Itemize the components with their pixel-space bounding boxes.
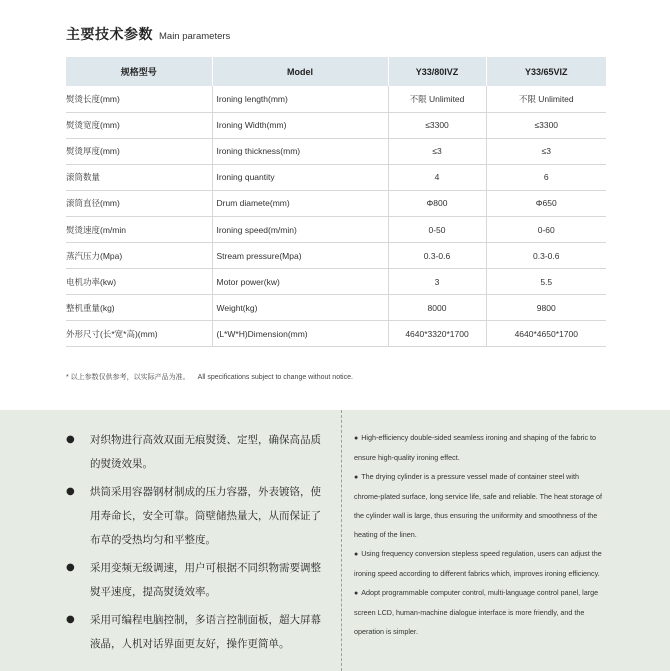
cell-value-y33-80: 4640*3320*1700	[388, 321, 486, 347]
feature-en-item	[354, 544, 606, 583]
cell-spec-cn: 滚筒直径(mm)	[66, 190, 212, 216]
feature-en-text: Using frequency conversion stepless speed regulation, users can adjust the ironing speed according to different fabrics which, improves ironing efficiency.	[354, 549, 602, 578]
feature-en-item	[354, 467, 606, 544]
panel-divider	[341, 410, 342, 671]
cell-spec-en: Ironing speed(m/min)	[212, 216, 388, 242]
header-y33-65: Y33/65VIZ	[486, 57, 606, 86]
bullet-icon: ●	[354, 474, 359, 481]
cell-spec-cn: 熨烫长度(mm)	[66, 86, 212, 112]
cell-value-y33-80: 3	[388, 269, 486, 295]
table-row	[66, 243, 606, 269]
cell-value-y33-65: 9800	[486, 295, 606, 321]
cell-spec-en: Weight(kg)	[212, 295, 388, 321]
bullet-icon: ●	[354, 435, 359, 442]
bullet-icon: ●	[66, 614, 75, 625]
bullet-icon: ●	[66, 562, 75, 573]
parameters-table	[66, 57, 606, 347]
cell-spec-cn: 蒸汽压力(Mpa)	[66, 243, 212, 269]
cell-spec-en: Ironing quantity	[212, 164, 388, 190]
header-spec: 规格型号	[66, 57, 212, 86]
bullet-icon: ●	[66, 486, 75, 497]
features-cn-list	[66, 428, 328, 660]
cell-value-y33-80: ≤3	[388, 138, 486, 164]
feature-cn-item	[66, 428, 328, 476]
table-row	[66, 321, 606, 347]
section-heading	[66, 24, 230, 44]
feature-cn-item	[66, 480, 328, 552]
cell-spec-cn: 熨烫速度(m/min	[66, 216, 212, 242]
cell-spec-cn: 电机功率(kw)	[66, 269, 212, 295]
cell-value-y33-80: 8000	[388, 295, 486, 321]
cell-spec-en: Stream pressure(Mpa)	[212, 243, 388, 269]
table-row	[66, 269, 606, 295]
table-row	[66, 216, 606, 242]
cell-spec-en: Ironing Width(mm)	[212, 112, 388, 138]
feature-en-text: High-efficiency double-sided seamless ironing and shaping of the fabric to ensure high-quality ironing effect.	[354, 433, 597, 462]
table-row	[66, 295, 606, 321]
note-en: All specifications subject to change without notice.	[197, 374, 353, 381]
header-model: Model	[212, 57, 388, 86]
table-row	[66, 190, 606, 216]
cell-value-y33-80: Φ800	[388, 190, 486, 216]
features-panel	[0, 410, 670, 671]
heading-cn: 主要技术参数	[66, 27, 153, 43]
cell-value-y33-65: 0-60	[486, 216, 606, 242]
table-row	[66, 86, 606, 112]
cell-value-y33-65: 6	[486, 164, 606, 190]
cell-spec-cn: 熨烫厚度(mm)	[66, 138, 212, 164]
cell-spec-en: Ironing thickness(mm)	[212, 138, 388, 164]
bullet-icon: ●	[354, 590, 359, 597]
cell-value-y33-65: 4640*4650*1700	[486, 321, 606, 347]
cell-spec-cn: 滚筒数量	[66, 164, 212, 190]
cell-spec-en: Drum diamete(mm)	[212, 190, 388, 216]
cell-value-y33-80: 4	[388, 164, 486, 190]
table-row	[66, 164, 606, 190]
cell-value-y33-80: 不限 Unlimited	[388, 86, 486, 112]
feature-en-text: Adopt programmable computer control, multi-language control panel, large screen LCD, human-machine dialogue interface is more friendly, and the operation is simpler.	[354, 588, 599, 636]
cell-spec-en: Motor power(kw)	[212, 269, 388, 295]
header-y33-80: Y33/80IVZ	[388, 57, 486, 86]
feature-en-text: The drying cylinder is a pressure vessel made of container steel with chrome-plated surface, long service life, safe and reliable. The heat storage of the cylinder wall is large, thus ensuring the uniformity and smoothness of the heating of the linen.	[354, 472, 602, 539]
cell-value-y33-80: 0-50	[388, 216, 486, 242]
table-row	[66, 112, 606, 138]
cell-spec-cn: 整机重量(kg)	[66, 295, 212, 321]
cell-value-y33-65: ≤3	[486, 138, 606, 164]
feature-en-item	[354, 428, 606, 467]
cell-value-y33-65: Φ650	[486, 190, 606, 216]
disclaimer-note	[66, 372, 353, 382]
table-row	[66, 138, 606, 164]
table-header-row	[66, 57, 606, 86]
feature-cn-text: 采用可编程电脑控制，多语言控制面板，超大屏幕液晶，人机对话界面更友好，操作更简单。	[90, 614, 321, 650]
note-cn: * 以上参数仅供参考，以实际产品为准。	[66, 374, 190, 381]
cell-value-y33-65: ≤3300	[486, 112, 606, 138]
feature-cn-item	[66, 608, 328, 656]
cell-value-y33-65: 0.3-0.6	[486, 243, 606, 269]
feature-cn-text: 采用变频无级调速，用户可根据不同织物需要调整熨平速度，提高熨烫效率。	[90, 562, 321, 598]
cell-value-y33-80: ≤3300	[388, 112, 486, 138]
cell-spec-en: (L*W*H)Dimension(mm)	[212, 321, 388, 347]
bullet-icon: ●	[66, 434, 75, 445]
feature-en-item	[354, 583, 606, 641]
cell-value-y33-65: 不限 Unlimited	[486, 86, 606, 112]
bullet-icon: ●	[354, 551, 359, 558]
cell-spec-cn: 外形尺寸(长*宽*高)(mm)	[66, 321, 212, 347]
cell-spec-cn: 熨烫宽度(mm)	[66, 112, 212, 138]
features-en-list	[354, 428, 606, 641]
heading-en: Main parameters	[159, 31, 231, 42]
cell-spec-en: Ironing length(mm)	[212, 86, 388, 112]
feature-cn-text: 对织物进行高效双面无痕熨烫、定型，确保高品质的熨烫效果。	[90, 434, 321, 470]
feature-cn-item	[66, 556, 328, 604]
feature-cn-text: 烘筒采用容器钢材制成的压力容器，外表镀铬，使用寿命长，安全可靠。筒壁储热量大，从而保证了布草的受热均匀和平整度。	[90, 486, 321, 546]
cell-value-y33-65: 5.5	[486, 269, 606, 295]
cell-value-y33-80: 0.3-0.6	[388, 243, 486, 269]
